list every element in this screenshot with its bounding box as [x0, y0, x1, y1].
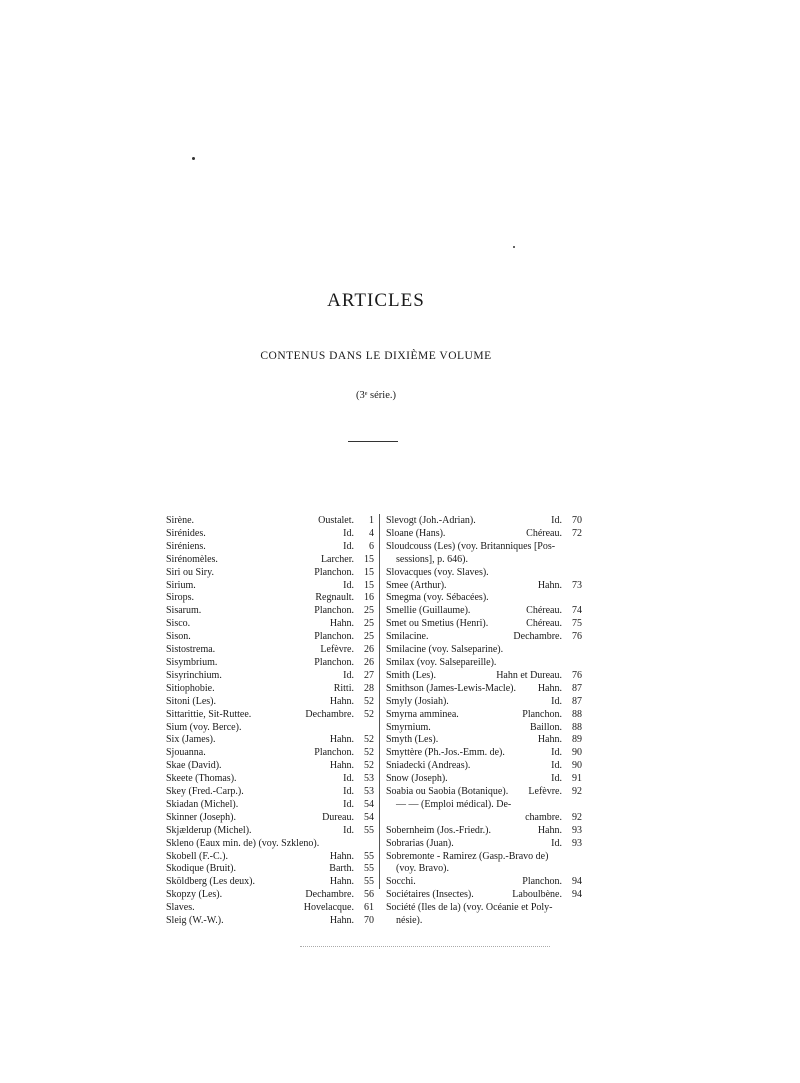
entry-title: Société (Iles de la) (voy. Océanie et Poly-	[386, 902, 553, 914]
index-entry	[386, 812, 582, 825]
entry-page-number: 16	[364, 592, 374, 604]
index-entry	[386, 825, 582, 838]
entry-title: Slovacques (voy. Slaves).	[386, 566, 489, 578]
entry-author: Id.	[343, 798, 354, 810]
index-entry	[166, 734, 374, 747]
entry-author: Hahn.	[329, 695, 354, 707]
entry-title: Socchi.	[386, 876, 416, 888]
index-entry	[386, 618, 582, 631]
index-entry	[386, 760, 582, 773]
entry-author: Lefèvre.	[528, 786, 562, 798]
entry-author: Larcher.	[320, 553, 354, 565]
entry-title: Smilacine.	[386, 631, 429, 643]
entry-author: Hahn.	[329, 618, 354, 630]
entry-author: Id.	[343, 824, 354, 836]
entry-author: Oustalet.	[318, 515, 354, 526]
entry-page-number: 93	[572, 837, 582, 849]
entry-title: Skeete (Thomas).	[166, 773, 237, 785]
index-entry	[166, 670, 374, 683]
entry-title: Skodique (Bruit).	[166, 863, 236, 875]
entry-author: Hahn.	[537, 734, 562, 746]
index-column-left	[166, 515, 374, 928]
index-entry	[386, 734, 582, 747]
entry-author: Hahn.	[537, 824, 562, 836]
entry-page-number: 52	[364, 734, 374, 746]
entry-page-number: 88	[572, 721, 582, 733]
entry-author: Baillon.	[530, 721, 562, 733]
page-subtitle: CONTENUS DANS LE DIXIÈME VOLUME	[260, 350, 492, 362]
entry-author: Hahn.	[329, 915, 354, 927]
entry-page-number: 89	[572, 734, 582, 746]
entry-page-number: 75	[572, 618, 582, 630]
entry-author: Dureau.	[322, 811, 354, 823]
entry-title: Sobrarias (Juan).	[386, 837, 454, 849]
index-entry	[166, 657, 374, 670]
index-entry	[166, 825, 374, 838]
entry-page-number: 15	[364, 566, 374, 578]
index-entry	[166, 799, 374, 812]
entry-title: (voy. Bravo).	[396, 863, 449, 875]
entry-author: Hahn.	[537, 579, 562, 591]
index-entry	[386, 696, 582, 709]
entry-author: Id.	[343, 540, 354, 552]
entry-title: Siréniens.	[166, 540, 206, 552]
entry-author: Id.	[343, 527, 354, 539]
entry-title: Sisymbrium.	[166, 656, 218, 668]
entry-title: Sison.	[166, 631, 191, 643]
index-entry	[166, 631, 374, 644]
entry-title: Sitiophobie.	[166, 682, 215, 694]
entry-title: Sirène.	[166, 515, 195, 526]
speck-mark	[192, 157, 195, 160]
entry-author: Dechambre.	[305, 889, 354, 901]
entry-title: Sitoni (Les).	[166, 695, 216, 707]
entry-page-number: 74	[572, 605, 582, 617]
entry-title: Smilax (voy. Salsepareille).	[386, 656, 497, 668]
index-entry	[166, 528, 374, 541]
entry-author: Id.	[343, 669, 354, 681]
index-entry	[386, 902, 582, 915]
index-entry	[166, 605, 374, 618]
entry-author: Id.	[551, 773, 562, 785]
entry-title: Skae (David).	[166, 760, 222, 772]
entry-page-number: 76	[572, 669, 582, 681]
entry-author: Planchon.	[314, 566, 354, 578]
index-entry	[386, 722, 582, 735]
entry-title: Sirénomèles.	[166, 553, 218, 565]
index-entry	[166, 902, 374, 915]
entry-author: Id.	[551, 747, 562, 759]
entry-author: Planchon.	[522, 708, 562, 720]
entry-author: Id.	[551, 837, 562, 849]
entry-author: Id.	[551, 760, 562, 772]
entry-page-number: 4	[369, 527, 374, 539]
entry-title: Smyrnium.	[386, 721, 431, 733]
index-entry	[166, 554, 374, 567]
entry-author: Id.	[343, 773, 354, 785]
entry-page-number: 94	[572, 889, 582, 901]
entry-page-number: 26	[364, 656, 374, 668]
entry-title: Skinner (Joseph).	[166, 811, 236, 823]
index-entry	[386, 541, 582, 554]
entry-page-number: 94	[572, 876, 582, 888]
entry-page-number: 55	[364, 876, 374, 888]
index-entry	[166, 838, 374, 851]
index-entry	[386, 528, 582, 541]
title-rule	[348, 441, 398, 442]
entry-page-number: 90	[572, 760, 582, 772]
entry-title: Sirium.	[166, 579, 196, 591]
entry-author: Hahn.	[537, 682, 562, 694]
bottom-printer-marks	[300, 946, 550, 947]
index-entry	[166, 786, 374, 799]
entry-title: Sium (voy. Berce).	[166, 721, 242, 733]
entry-author: Id.	[551, 515, 562, 526]
entry-author: Chéreau.	[526, 618, 562, 630]
entry-title: Smyttère (Ph.-Jos.-Emm. de).	[386, 747, 505, 759]
index-entry	[386, 644, 582, 657]
entry-page-number: 55	[364, 824, 374, 836]
index-entry	[386, 683, 582, 696]
index-entry	[386, 515, 582, 528]
entry-page-number: 52	[364, 747, 374, 759]
entry-title: Smith (Les).	[386, 669, 436, 681]
entry-title: Smyth (Les).	[386, 734, 439, 746]
entry-author: Id.	[343, 579, 354, 591]
entry-title: Skobell (F.-C.).	[166, 850, 228, 862]
index-entry	[386, 876, 582, 889]
entry-page-number: 52	[364, 708, 374, 720]
index-entry	[166, 696, 374, 709]
entry-page-number: 90	[572, 747, 582, 759]
index-entry	[386, 670, 582, 683]
entry-page-number: 70	[364, 915, 374, 927]
entry-author: Hahn.	[329, 734, 354, 746]
entry-title: Sisco.	[166, 618, 191, 630]
entry-title: Smyrna amminea.	[386, 708, 459, 720]
entry-title: Skjælderup (Michel).	[166, 824, 252, 836]
entry-title: Smithson (James-Lewis-Macle).	[386, 682, 516, 694]
entry-page-number: 53	[364, 786, 374, 798]
entry-page-number: 87	[572, 682, 582, 694]
entry-page-number: 26	[364, 644, 374, 656]
index-entry	[386, 889, 582, 902]
entry-title: Sociétaires (Insectes).	[386, 889, 474, 901]
entry-page-number: 91	[572, 773, 582, 785]
entry-page-number: 15	[364, 579, 374, 591]
entry-title: Sirops.	[166, 592, 195, 604]
index-entry	[386, 605, 582, 618]
index-entry	[386, 799, 582, 812]
index-entry	[386, 567, 582, 580]
index-entry	[166, 644, 374, 657]
entry-page-number: 27	[364, 669, 374, 681]
entry-page-number: 56	[364, 889, 374, 901]
entry-author: Planchon.	[314, 605, 354, 617]
entry-page-number: 70	[572, 515, 582, 526]
entry-author: Hahn et Dureau.	[496, 669, 562, 681]
entry-page-number: 55	[364, 850, 374, 862]
entry-page-number: 25	[364, 631, 374, 643]
entry-page-number: 52	[364, 695, 374, 707]
entry-title: Skey (Fred.-Carp.).	[166, 786, 244, 798]
entry-title: Sniadecki (Andreas).	[386, 760, 471, 772]
entry-title: Smilacine (voy. Salseparine).	[386, 644, 504, 656]
entry-title: nésie).	[396, 915, 423, 927]
entry-author: Id.	[551, 695, 562, 707]
entry-author: Dechambre.	[513, 631, 562, 643]
entry-author: Id.	[343, 786, 354, 798]
index-entry	[386, 554, 582, 567]
entry-page-number: 61	[364, 902, 374, 914]
index-entry	[166, 876, 374, 889]
entry-author: Planchon.	[314, 747, 354, 759]
entry-page-number: 25	[364, 605, 374, 617]
index-entry	[386, 915, 582, 928]
index-entry	[386, 851, 582, 864]
entry-author: Dechambre.	[305, 708, 354, 720]
entry-page-number: 52	[364, 760, 374, 772]
entry-title: Skleno (Eaux min. de) (voy. Szkleno).	[166, 837, 320, 849]
entry-page-number: 1	[369, 515, 374, 526]
index-entry	[166, 683, 374, 696]
index-entry	[166, 760, 374, 773]
index-entry	[166, 618, 374, 631]
index-entry	[386, 838, 582, 851]
entry-page-number: 54	[364, 798, 374, 810]
index-entry	[386, 863, 582, 876]
entry-page-number: 15	[364, 553, 374, 565]
entry-page-number: 76	[572, 631, 582, 643]
entry-title: Sittarittie, Sit-Ruttee.	[166, 708, 252, 720]
index-entry	[166, 812, 374, 825]
entry-author: Planchon.	[314, 656, 354, 668]
entry-title: Skiadan (Michel).	[166, 798, 239, 810]
entry-title: Sistostrema.	[166, 644, 216, 656]
entry-title: Skopzy (Les).	[166, 889, 223, 901]
entry-author: Regnault.	[315, 592, 354, 604]
index-entry	[166, 580, 374, 593]
index-entry	[166, 863, 374, 876]
entry-title: Slaves.	[166, 902, 195, 914]
index-entry	[166, 722, 374, 735]
entry-page-number: 93	[572, 824, 582, 836]
index-column-right	[386, 515, 582, 928]
index-entry	[166, 592, 374, 605]
entry-page-number: 25	[364, 618, 374, 630]
entry-title: Smet ou Smetius (Henri).	[386, 618, 489, 630]
entry-page-number: 92	[572, 811, 582, 823]
entry-page-number: 88	[572, 708, 582, 720]
page-title: ARTICLES	[327, 290, 425, 311]
index-entry	[386, 592, 582, 605]
index-entry	[166, 851, 374, 864]
index-entry	[386, 786, 582, 799]
entry-title: Smellie (Guillaume).	[386, 605, 471, 617]
entry-author: Hahn.	[329, 876, 354, 888]
entry-title: Sobremonte - Ramirez (Gasp.-Bravo de)	[386, 850, 549, 862]
entry-title: Slevogt (Joh.-Adrian).	[386, 515, 476, 526]
entry-title: Smee (Arthur).	[386, 579, 447, 591]
entry-author: Chéreau.	[526, 527, 562, 539]
entry-author: chambre.	[525, 811, 562, 823]
entry-author: Hahn.	[329, 850, 354, 862]
index-entry	[166, 515, 374, 528]
entry-title: Sisarum.	[166, 605, 202, 617]
index-entry	[386, 747, 582, 760]
index-entry	[386, 631, 582, 644]
entry-title: Six (James).	[166, 734, 216, 746]
index-entry	[386, 580, 582, 593]
entry-page-number: 87	[572, 695, 582, 707]
entry-title: Sirénides.	[166, 527, 206, 539]
entry-title: Sisyrinchium.	[166, 669, 222, 681]
entry-author: Planchon.	[522, 876, 562, 888]
speck-mark	[513, 246, 515, 248]
entry-title: Sleig (W.-W.).	[166, 915, 224, 927]
entry-page-number: 55	[364, 863, 374, 875]
entry-title: sessions], p. 646).	[396, 553, 468, 565]
entry-author: Chéreau.	[526, 605, 562, 617]
entry-title: Sobernheim (Jos.-Friedr.).	[386, 824, 491, 836]
entry-title: — — (Emploi médical). De-	[396, 798, 512, 810]
entry-author: Hovelacque.	[303, 902, 354, 914]
index-entry	[386, 709, 582, 722]
index-entry	[166, 889, 374, 902]
entry-title: Siri ou Siry.	[166, 566, 214, 578]
entry-page-number: 53	[364, 773, 374, 785]
index-entry	[166, 567, 374, 580]
entry-author: Laboulbène.	[512, 889, 562, 901]
entry-page-number: 92	[572, 786, 582, 798]
entry-author: Hahn.	[329, 760, 354, 772]
entry-title: Sloane (Hans).	[386, 527, 446, 539]
entry-title: Sköldberg (Les deux).	[166, 876, 255, 888]
entry-page-number: 28	[364, 682, 374, 694]
entry-page-number: 6	[369, 540, 374, 552]
entry-title: Soabia ou Saobia (Botanique).	[386, 786, 509, 798]
index-entry	[386, 773, 582, 786]
entry-title: Smegma (voy. Sébacées).	[386, 592, 489, 604]
entry-title: Smyly (Josiah).	[386, 695, 449, 707]
entry-author: Lefèvre.	[320, 644, 354, 656]
entry-title: Sjouanna.	[166, 747, 206, 759]
index-entry	[166, 773, 374, 786]
index-entry	[386, 657, 582, 670]
entry-author: Planchon.	[314, 631, 354, 643]
entry-page-number: 54	[364, 811, 374, 823]
index-entry	[166, 747, 374, 760]
entry-page-number: 73	[572, 579, 582, 591]
entry-author: Barth.	[329, 863, 354, 875]
entry-page-number: 72	[572, 527, 582, 539]
index-entry	[166, 541, 374, 554]
entry-author: Ritti.	[333, 682, 354, 694]
index-entry	[166, 709, 374, 722]
series-label: (3ᵉ série.)	[355, 390, 396, 401]
entry-title: Sloudcouss (Les) (voy. Britanniques [Pos-	[386, 540, 556, 552]
entry-title: Snow (Joseph).	[386, 773, 448, 785]
index-entry	[166, 915, 374, 928]
column-divider	[379, 514, 380, 889]
